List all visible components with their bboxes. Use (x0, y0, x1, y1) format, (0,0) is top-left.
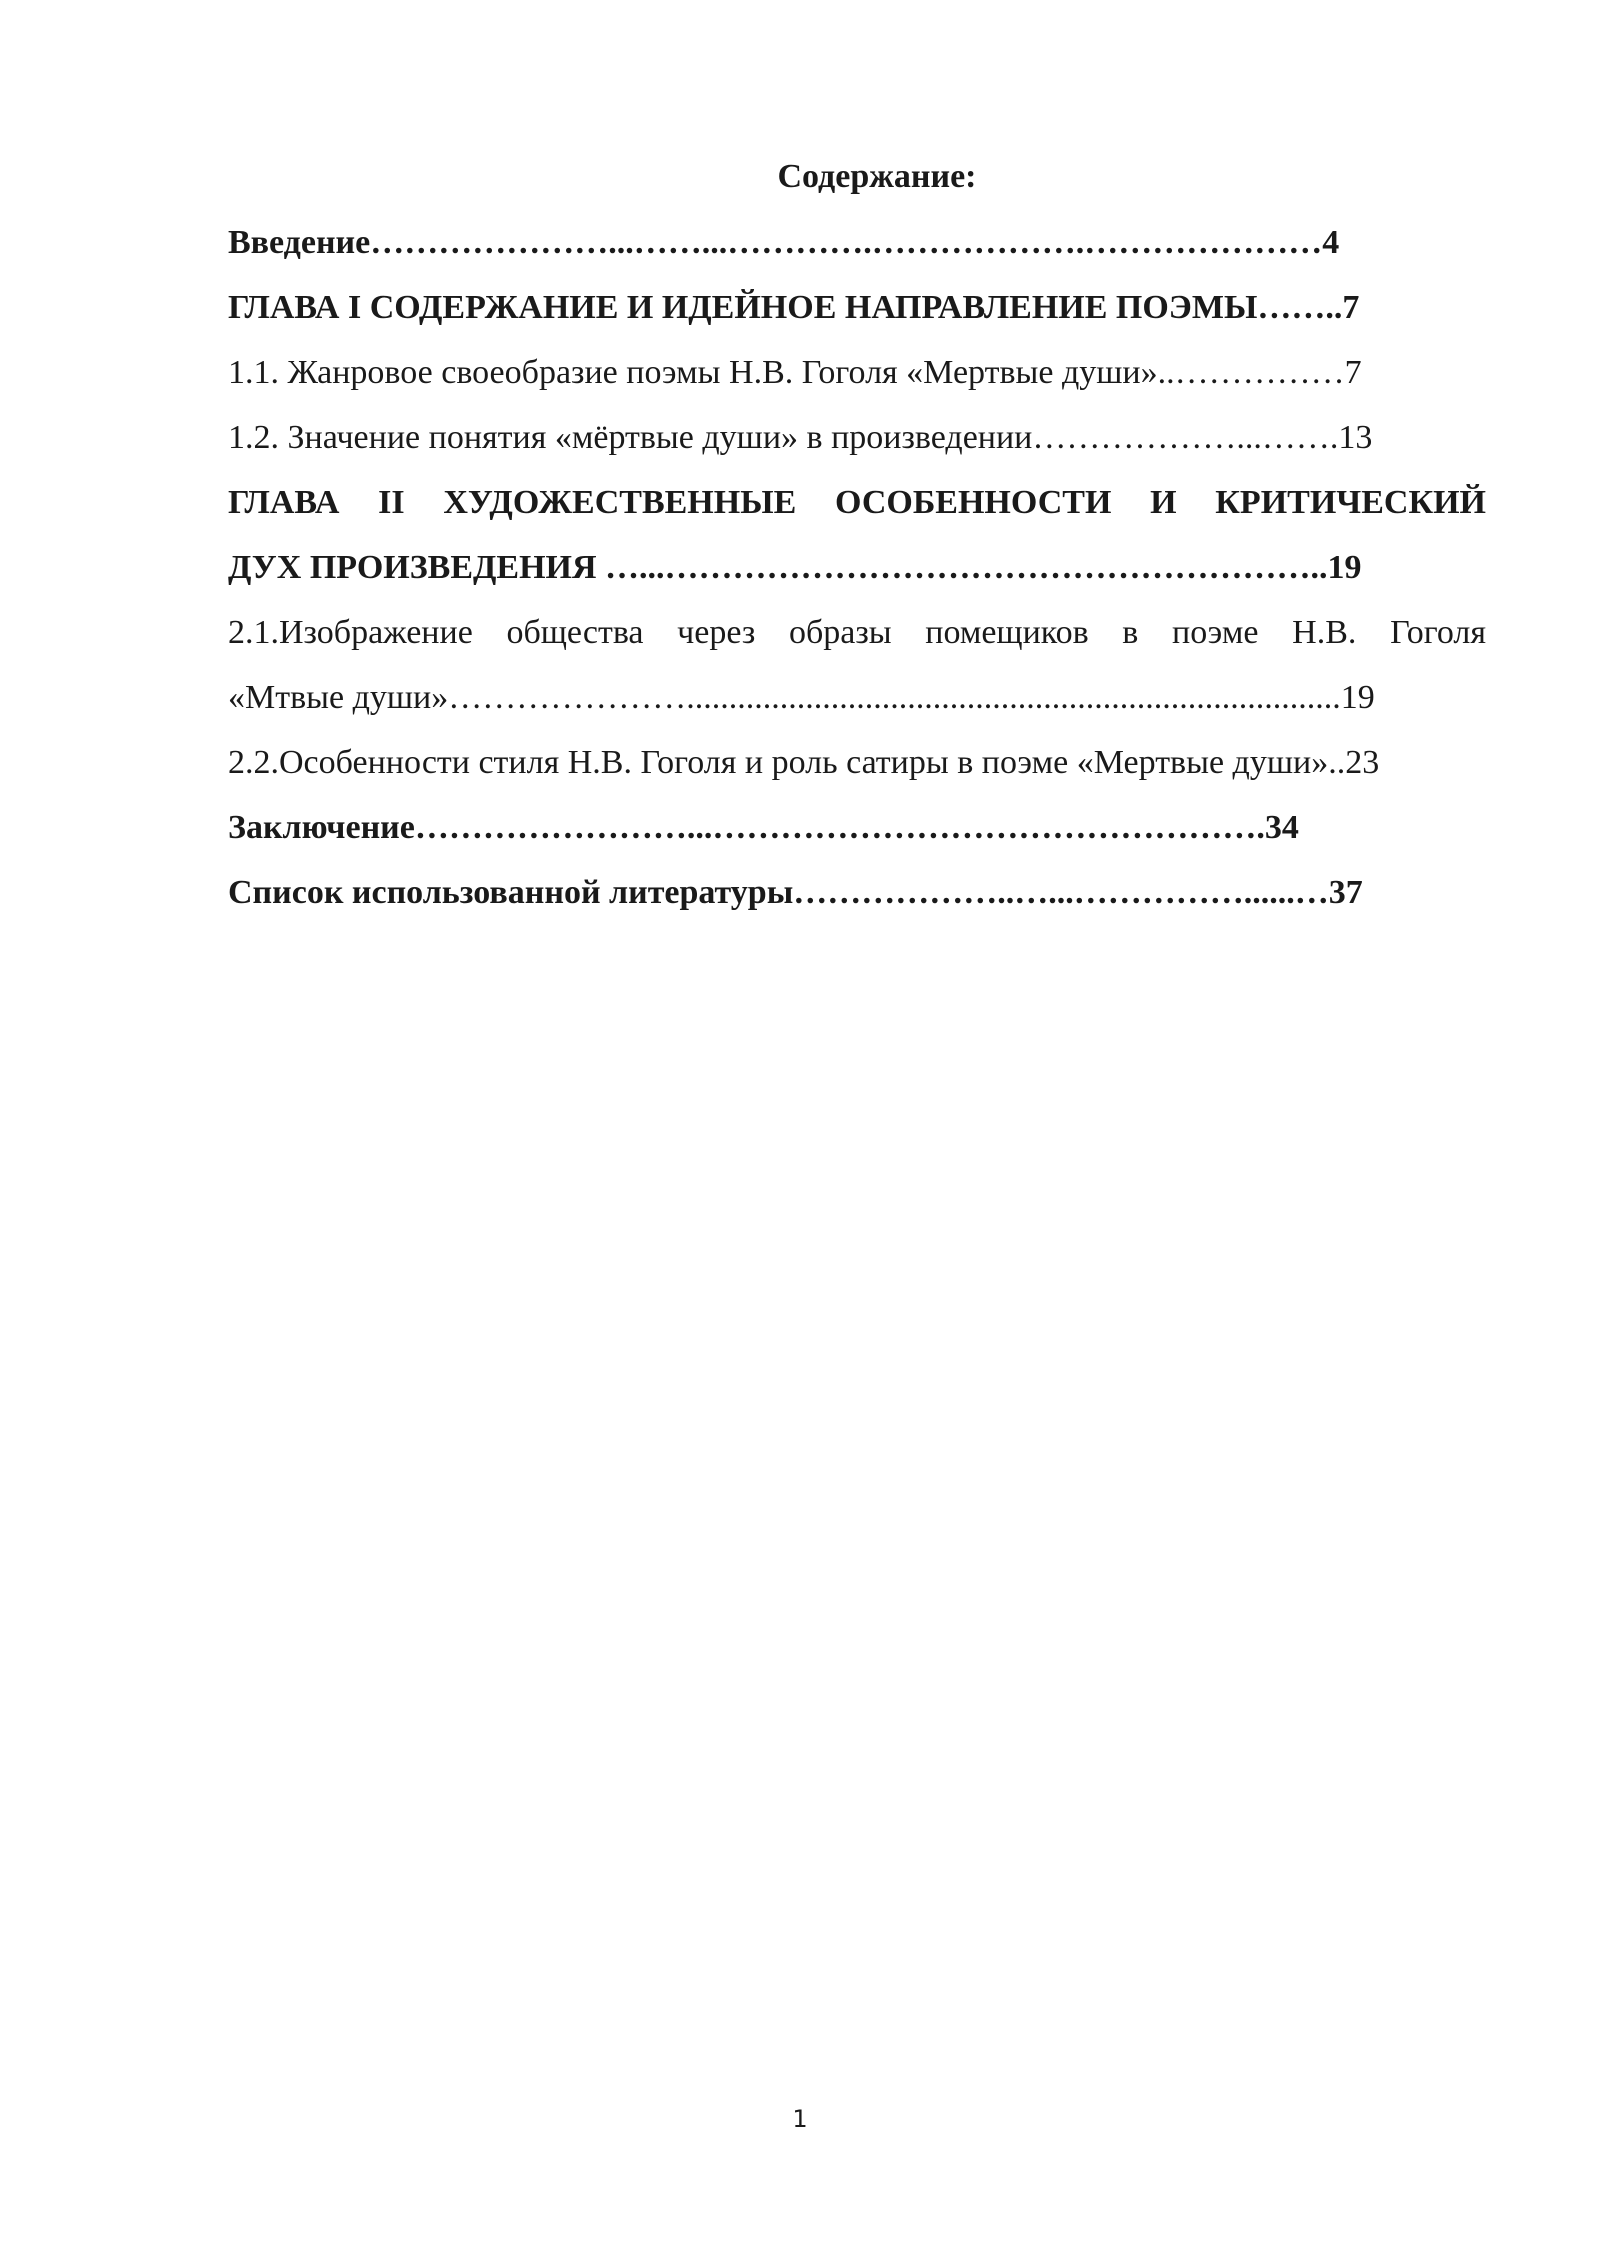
toc-entry-introduction: Введение…………………...……...………….……………….…………………4 (228, 224, 1340, 261)
toc-title: Содержание: (777, 158, 977, 195)
toc-entry-conclusion: Заключение……………………...………………………………………….34 (228, 809, 1299, 846)
toc-entry-chapter-1: ГЛАВА I СОДЕРЖАНИЕ И ИДЕЙНОЕ НАПРАВЛЕНИЕ ПОЭМЫ……..7 (228, 289, 1360, 326)
page-number: 1 (792, 2105, 808, 2133)
toc-entry-chapter-2-line-2: ДУХ ПРОИЗВЕДЕНИЯ …...…………………………………………………..19 (228, 549, 1362, 586)
toc-entry-section-2-1-line-1: 2.1.Изображение общества через образы помещиков в поэме Н.В. Гоголя (228, 614, 1486, 651)
toc-entry-chapter-2-line-1: ГЛАВА II ХУДОЖЕСТВЕННЫЕ ОСОБЕННОСТИ И КРИТИЧЕСКИЙ (228, 484, 1486, 521)
toc-entry-section-2-1-line-2: «Мтвые души»………………….............................................................................19 (228, 679, 1375, 716)
toc-entry-section-2-2: 2.2.Особенности стиля Н.В. Гоголя и роль сатиры в поэме «Мертвые души»..23 (228, 744, 1380, 781)
toc-entry-bibliography: Список использованной литературы………………..…...……………......…37 (228, 874, 1363, 911)
toc-entry-section-1-2: 1.2. Значение понятия «мёртвые души» в произведении………………...…….13 (228, 419, 1373, 456)
table-of-contents (228, 148, 1486, 925)
toc-entry-section-1-1: 1.1. Жанровое своеобразие поэмы Н.В. Гоголя «Мертвые души»..……………7 (228, 354, 1362, 391)
